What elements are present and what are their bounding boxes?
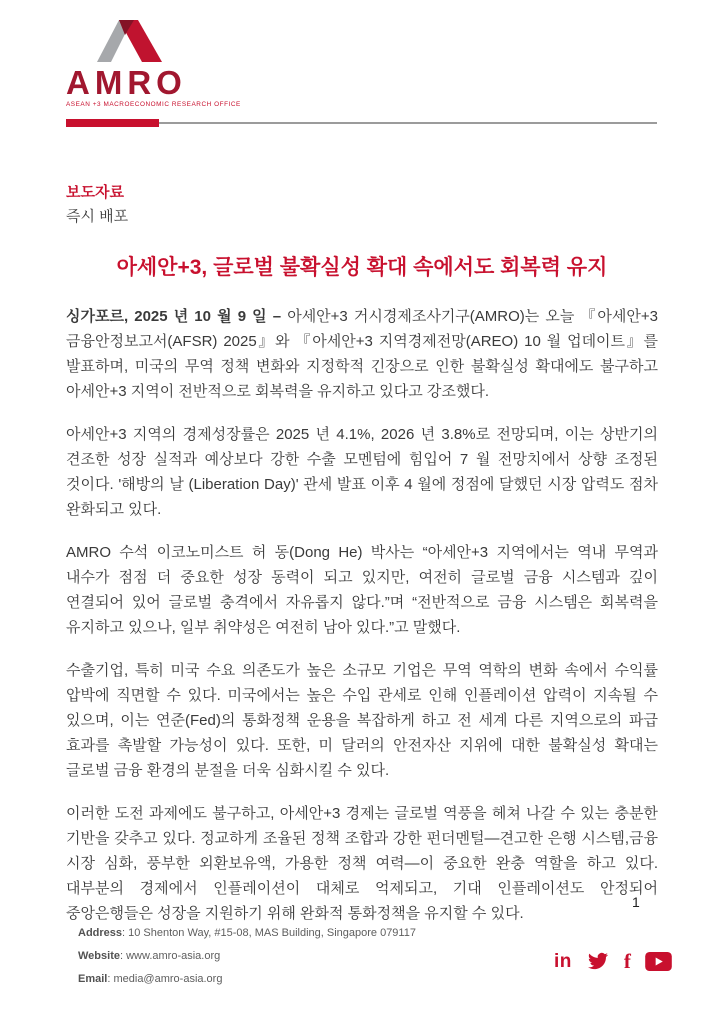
paragraph-4: 수출기업, 특히 미국 수요 의존도가 높은 소규모 기업은 무역 역학의 변화 속에서 수익률 압박에 직면할 수 있다. 미국에서는 높은 수입 관세로 인해 인플레이션 압력이 지속될 수 있으며, 이는 연준(Fed)의 통화정책 운용을 복잡하게 하고 전 세계 다른 지역으로의 파급 효과를 촉발할 가능성이 있다. 또한, 미 달러의 안전자산 지위에 대한 불확실성 확대는 글로벌 금융 환경의 분절을 더욱 심화시킬 수 있다. <box>66 662 658 779</box>
footer-contact-block <box>78 927 416 996</box>
footer-address-row <box>78 927 416 940</box>
page-title: 아세안+3, 글로벌 불확실성 확대 속에서도 회복력 유지 <box>116 256 608 279</box>
paragraph-3: AMRO 수석 이코노미스트 허 동(Dong He) 박사는 “아세안+3 지역에서는 역내 무역과 내수가 점점 더 중요한 성장 동력이 되고 있지만, 여전히 글로벌 금융 시스템과 깊이 연결되어 있어 글로벌 충격에서 자유롭지 않다.”며 “전반적으로 금융 시스템은 회복력을 유지하고 있으나, 일부 취약성은 여전히 남아 있다.”고 말했다. <box>66 544 658 636</box>
email-value: : media@amro-asia.org <box>107 973 223 985</box>
website-value: : www.amro-asia.org <box>119 950 221 962</box>
divider-red-bar <box>66 119 159 127</box>
footer-email-row <box>78 973 416 986</box>
footer-website-row <box>78 950 416 963</box>
page-number: 1 <box>632 894 640 910</box>
address-label: Address <box>78 927 123 939</box>
paragraph-5: 이러한 도전 과제에도 불구하고, 아세안+3 경제는 글로벌 역풍을 헤쳐 나갈 수 있는 충분한 기반을 갖추고 있다. 정교하게 조율된 정책 조합과 강한 펀더멘털—견고한 은행 시스템,금융 시장 심화, 풍부한 외환보유액, 가용한 정책 여력—이 중요한 완충 역할을 하고 있다. 대부분의 경제에서 인플레이션이 대체로 억제되고, 기대 인플레이션도 안정되어 중앙은행들은 성장을 지원하기 위해 완화적 통화정책을 유지할 수 있다. <box>66 805 658 922</box>
social-icons-row <box>554 948 672 974</box>
youtube-icon[interactable] <box>645 952 672 971</box>
paragraph-2: 아세안+3 지역의 경제성장률은 2025 년 4.1%, 2026 년 3.8%로 전망되며, 이는 상반기의 견조한 성장 실적과 예상보다 강한 수출 모멘텀에 힘입어 7 월 전망치에서 상향 조정된 것이다. '해방의 날 (Liberation Day)' 관세 발표 이후 4 월에 정점에 달했던 시장 압력도 점차 완화되고 있다. <box>66 426 658 518</box>
facebook-icon[interactable]: f <box>623 948 631 973</box>
press-release-kicker: 보도자료 <box>66 184 124 201</box>
email-label: Email <box>78 973 108 985</box>
address-value: : 10 Shenton Way, #15-08, MAS Building, Singapore 079117 <box>122 927 416 939</box>
divider-thin-line <box>159 122 657 124</box>
logo-wordmark: AMRO <box>66 64 187 101</box>
amro-logo <box>66 20 241 108</box>
brand-divider <box>66 119 657 127</box>
twitter-icon[interactable] <box>586 951 610 971</box>
website-label: Website <box>78 950 120 962</box>
amro-triangle-icon <box>94 20 164 62</box>
document-body <box>66 183 658 926</box>
logo-tagline: ASEAN +3 MACROECONOMIC RESEARCH OFFICE <box>66 101 241 108</box>
paragraph-1 <box>66 304 658 404</box>
release-note: 즉시 배포 <box>66 208 129 225</box>
dateline: 싱가포르, 2025 년 10 월 9 일 – <box>66 308 282 325</box>
linkedin-icon[interactable]: in <box>554 950 572 972</box>
paragraph-1-text: 아세안+3 거시경제조사기구(AMRO)는 오늘 『아세안+3 금융안정보고서(AFSR) 2025』와 『아세안+3 지역경제전망(AREO) 10 월 업데이트』를 발표하며, 미국의 무역 정책 변화와 지정학적 긴장으로 인한 불확실성 확대에도 불구하고 아세안+3 지역이 전반적으로 회복력을 유지하고 있다고 강조했다. <box>66 308 658 400</box>
